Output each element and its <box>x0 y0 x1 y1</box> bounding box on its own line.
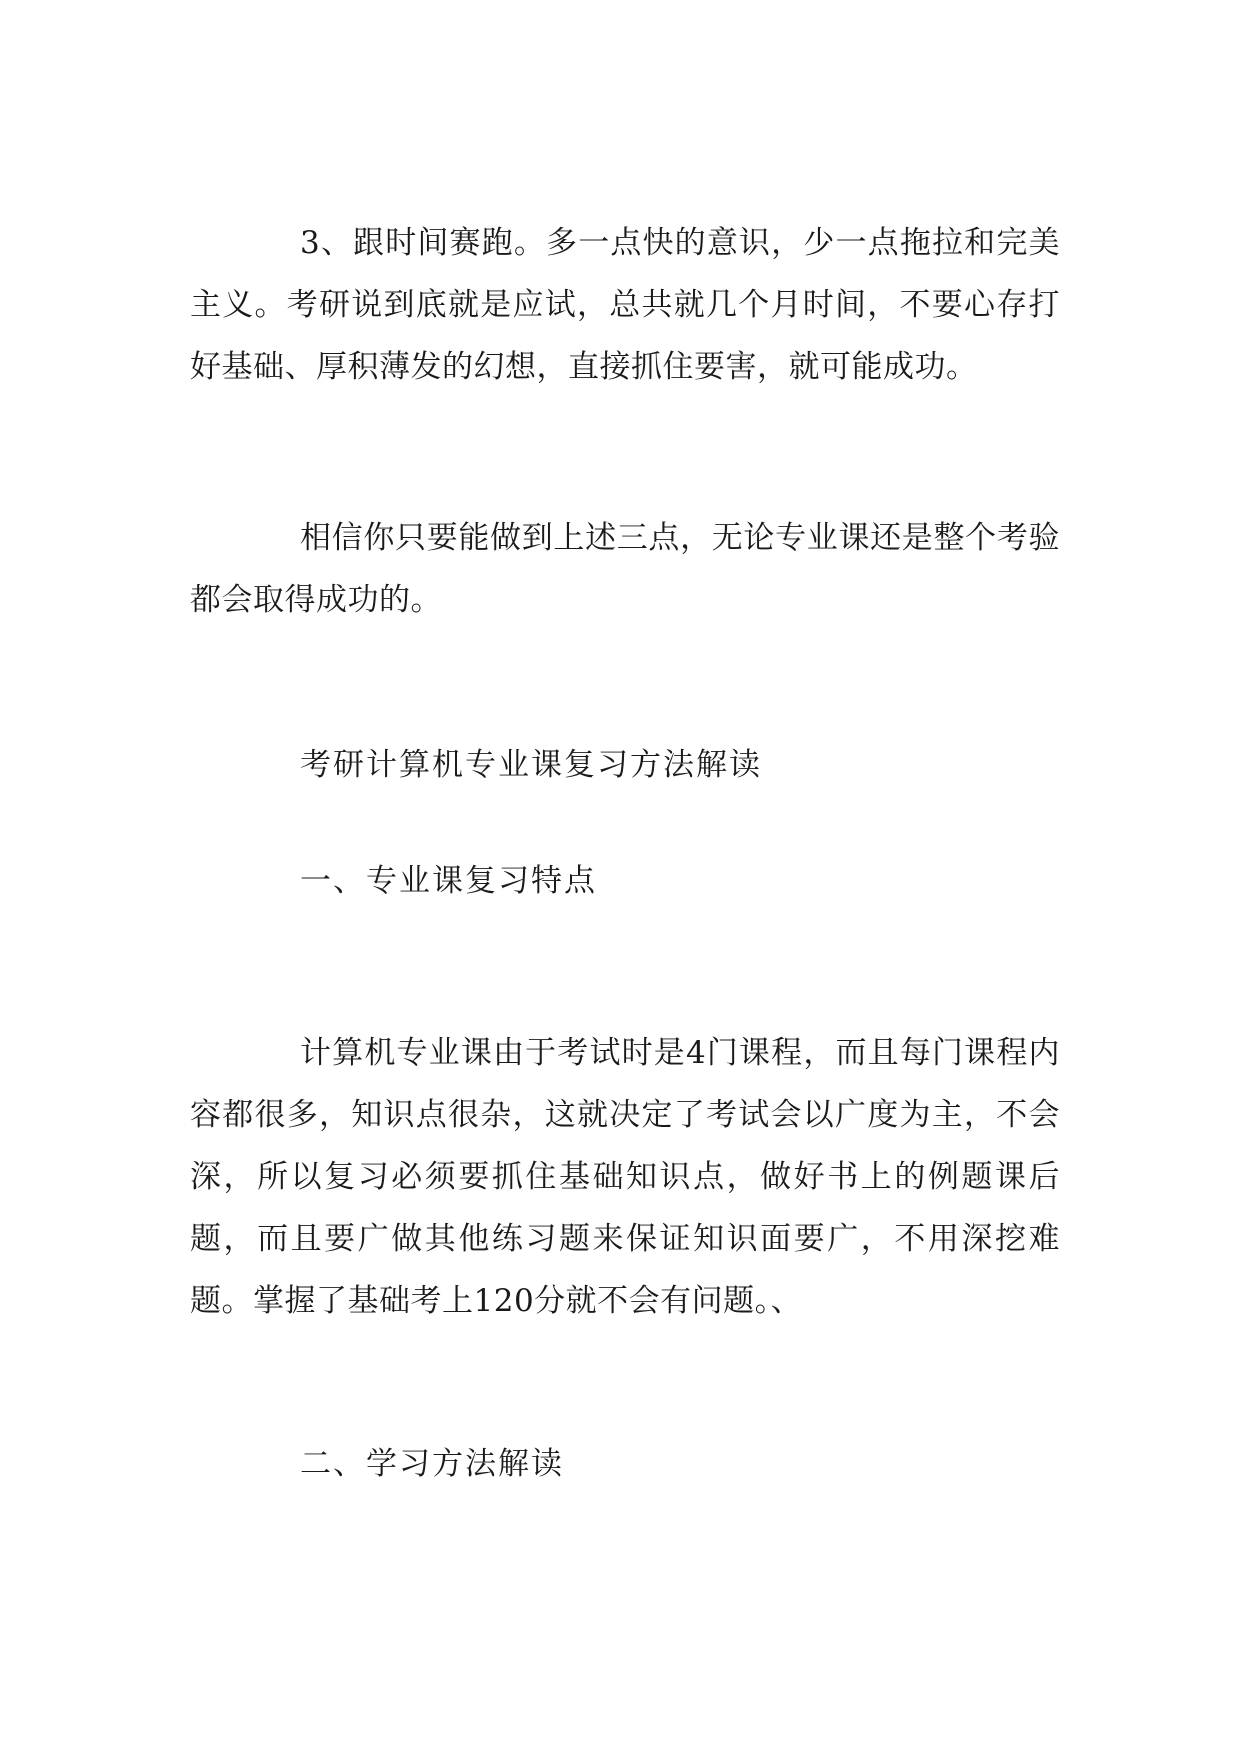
section-title: 考研计算机专业课复习方法解读 <box>300 747 762 783</box>
paragraph-course-features: 计算机专业课由于考试时是4门课程，而且每门课程内容都很多，知识点很杂，这就决定了考试会以广度为主，不会深，所以复习必须要抓住基础知识点，做好书上的例题课后题，而且要广做其他练习题来保证知识面要广，不用深挖难题。掌握了基础考上120分就不会有问题。、 <box>190 1035 1060 1319</box>
subsection-heading-features: 一、专业课复习特点 <box>300 863 597 899</box>
subsection-heading-methods: 二、学习方法解读 <box>300 1446 564 1482</box>
paragraph-summary: 相信你只要能做到上述三点，无论专业课还是整个考验都会取得成功的。 <box>190 520 1060 618</box>
paragraph-race-against-time: 3、跟时间赛跑。多一点快的意识，少一点拖拉和完美主义。考研说到底就是应试，总共就几个月时间，不要心存打好基础、厚积薄发的幻想，直接抓住要害，就可能成功。 <box>190 225 1060 385</box>
